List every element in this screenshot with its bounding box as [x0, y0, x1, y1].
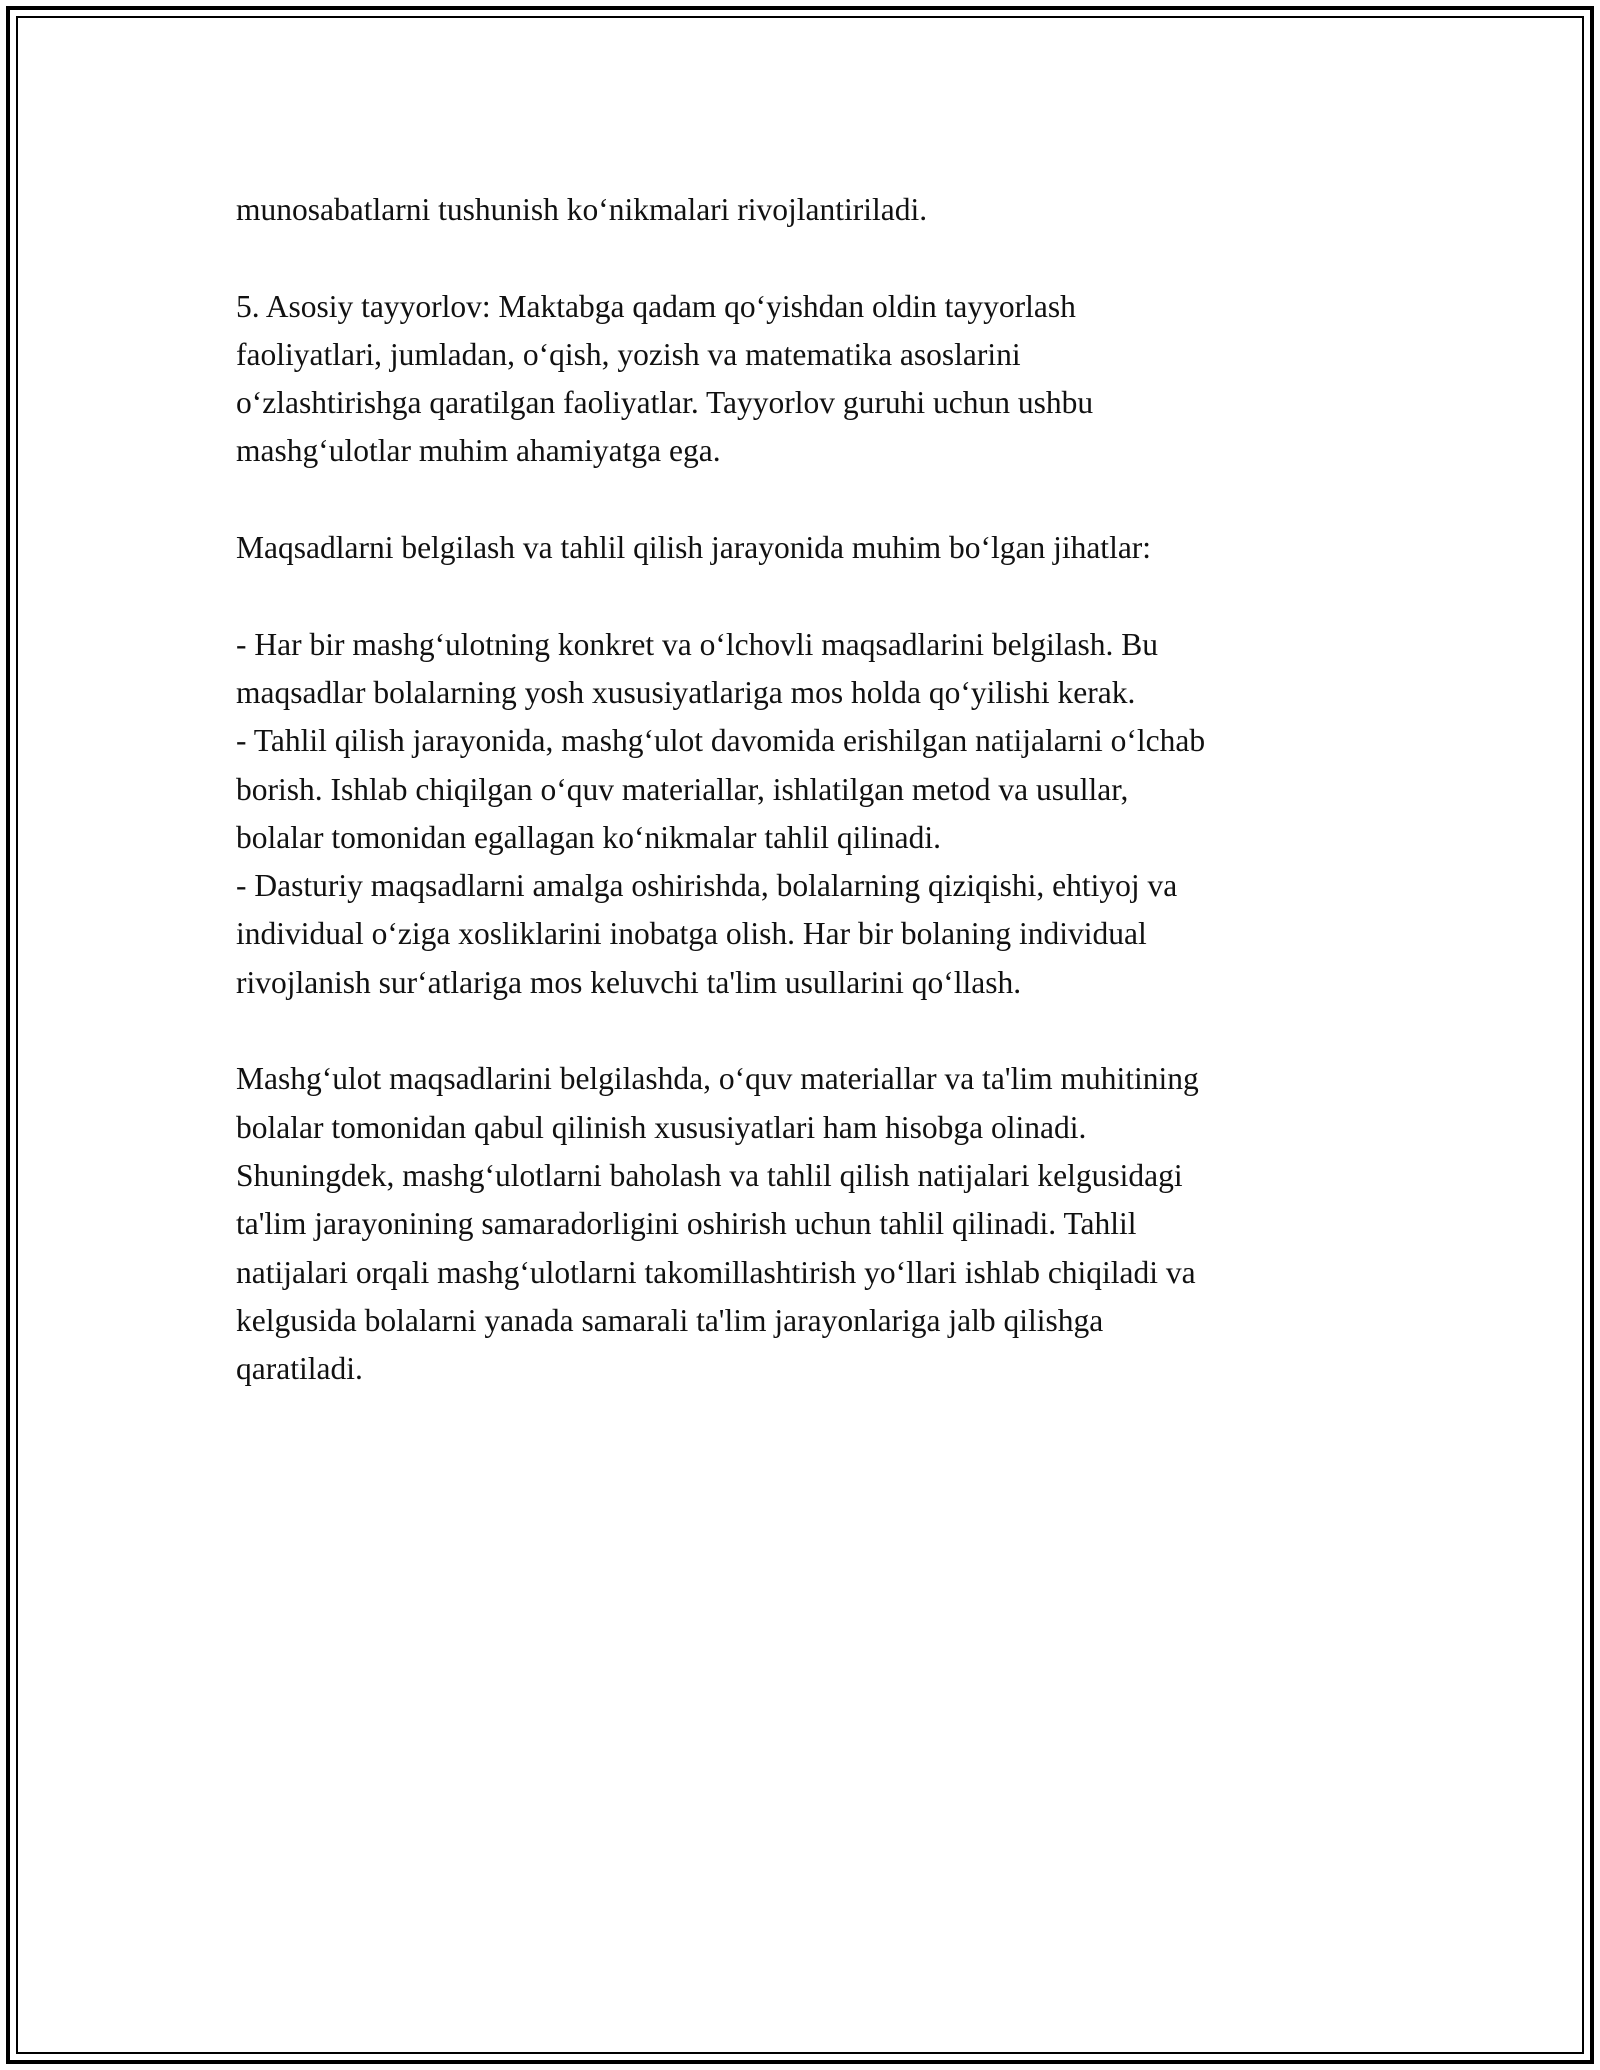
text-line: - Tahlil qilish jarayonida, mashg‘ulot davomida erishilgan natijalarni o‘lchab [236, 723, 1206, 759]
paragraph-1 [236, 186, 1386, 234]
paragraph-3 [236, 524, 1386, 572]
text-line: individual o‘ziga xosliklarini inobatga olish. Har bir bolaning individual [236, 916, 1147, 952]
paragraph-spacer [236, 572, 1386, 620]
text-line: - Har bir mashg‘ulotning konkret va o‘lchovli maqsadlarini belgilash. Bu [236, 626, 1159, 662]
text-line: bolalar tomonidan qabul qilinish xususiyatlari ham hisobga olinadi. [236, 1109, 1087, 1145]
text-line: Maqsadlarni belgilash va tahlil qilish jarayonida muhim bo‘lgan jihatlar: [236, 530, 1152, 566]
document-body [236, 186, 1386, 1393]
text-line: o‘zlashtirishga qaratilgan faoliyatlar. Tayyorlov guruhi uchun ushbu [236, 385, 1094, 421]
paragraph-spacer [236, 234, 1386, 282]
text-line: munosabatlarni tushunish ko‘nikmalari rivojlantiriladi. [236, 192, 928, 227]
text-line: - Dasturiy maqsadlarni amalga oshirishda, bolalarning qiziqishi, ehtiyoj va [236, 868, 1178, 904]
paragraph-spacer [236, 1007, 1386, 1055]
text-line: borish. Ishlab chiqilgan o‘quv materiallar, ishlatilgan metod va usullar, [236, 771, 1129, 807]
text-line: Mashg‘ulot maqsadlarini belgilashda, o‘quv materiallar va ta'lim muhitining [236, 1061, 1199, 1097]
text-line: faoliyatlari, jumladan, o‘qish, yozish va matematika asoslarini [236, 336, 1021, 372]
text-line: ta'lim jarayonining samaradorligini oshirish uchun tahlil qilinadi. Tahlil [236, 1206, 1137, 1242]
text-line: mashg‘ulotlar muhim ahamiyatga ega. [236, 433, 721, 469]
text-line: natijalari orqali mashg‘ulotlarni takomillashtirish yo‘llari ishlab chiqiladi va [236, 1254, 1196, 1290]
text-line: kelgusida bolalarni yanada samarali ta'lim jarayonlariga jalb qilishga [236, 1302, 1104, 1338]
paragraph-5 [236, 1055, 1386, 1393]
text-line: rivojlanish sur‘atlariga mos keluvchi ta'lim usullarini qo‘llash. [236, 964, 1022, 1000]
text-line: 5. Asosiy tayyorlov: Maktabga qadam qo‘yishdan oldin tayyorlash [236, 288, 1076, 324]
text-line: bolalar tomonidan egallagan ko‘nikmalar tahlil qilinadi. [236, 819, 942, 855]
text-line: Shuningdek, mashg‘ulotlarni baholash va tahlil qilish natijalari kelgusidagi [236, 1157, 1183, 1193]
text-line: qaratiladi. [236, 1351, 363, 1387]
text-line: maqsadlar bolalarning yosh xususiyatlariga mos holda qo‘yilishi kerak. [236, 674, 1136, 710]
paragraph-4 [236, 621, 1386, 1007]
paragraph-2 [236, 283, 1386, 476]
paragraph-spacer [236, 476, 1386, 524]
